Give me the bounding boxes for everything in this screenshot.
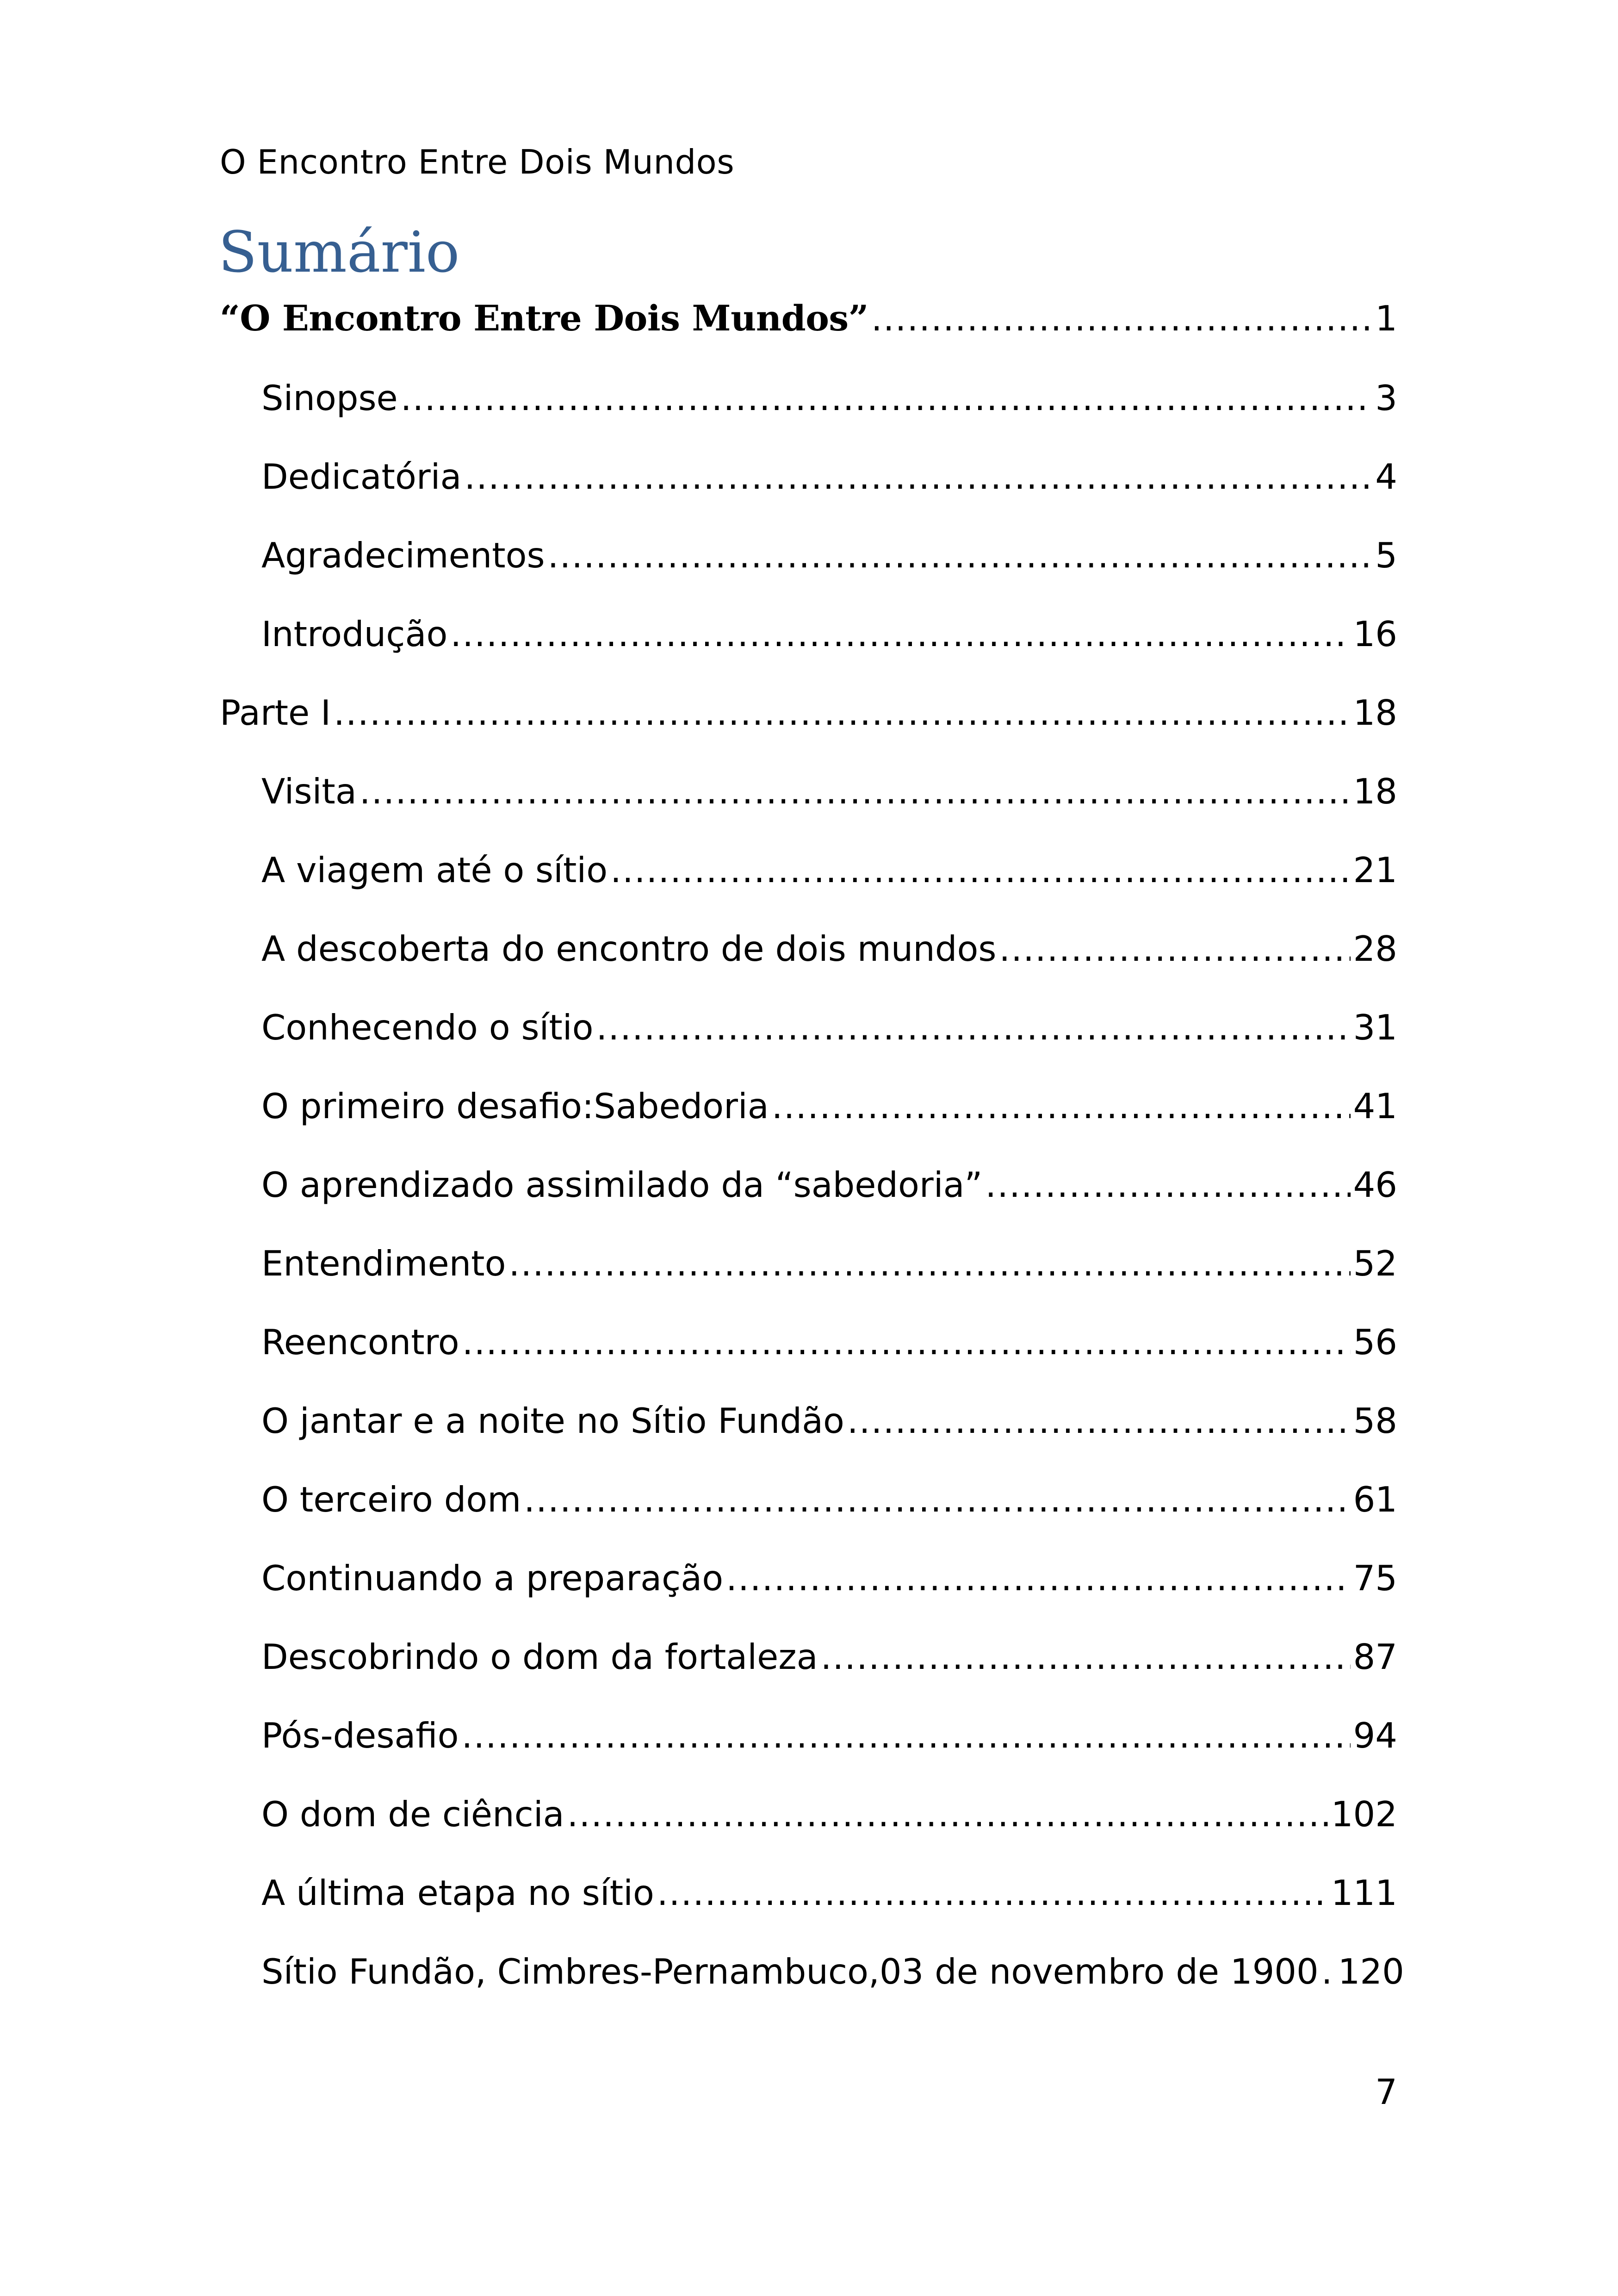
toc-entry-page: 52 [1353,1243,1397,1284]
toc-entry-viagem[interactable] [261,847,1397,893]
toc-entry-page: 16 [1353,614,1397,654]
page-number: 7 [1375,2072,1397,2112]
toc-dot-leader [871,295,1372,342]
toc-dot-leader [821,1634,1351,1680]
toc-dot-leader [1321,1948,1335,1995]
toc-dot-leader [462,1319,1351,1365]
toc-dot-leader [524,1476,1350,1523]
toc-entry-title: O aprendizado assimilado da “sabedoria” [261,1164,983,1205]
toc-dot-leader [847,1398,1351,1444]
toc-dot-leader [726,1555,1350,1601]
toc-entry-title: O jantar e a noite no Sítio Fundão [261,1400,844,1441]
toc-entry-title: Sinopse [261,378,398,418]
toc-entry-page: 87 [1353,1636,1397,1677]
toc-entry-sitio-fundao[interactable] [261,1948,1404,1995]
toc-dot-leader [596,1004,1350,1051]
toc-title: Sumário [218,219,460,285]
toc-entry-page: 102 [1331,1794,1397,1835]
toc-entry-fortaleza[interactable] [261,1634,1397,1680]
toc-entry-book-title[interactable] [220,295,1397,342]
toc-entry-pos-desafio[interactable] [261,1712,1397,1759]
toc-dot-leader [464,454,1372,500]
toc-dot-leader [567,1791,1328,1837]
toc-entry-title: Agradecimentos [261,535,545,576]
toc-dot-leader [334,690,1350,736]
toc-entry-title: Conhecendo o sítio [261,1007,594,1048]
toc-dot-leader [548,532,1373,579]
toc-entry-ultima-etapa[interactable] [261,1870,1397,1916]
toc-entry-page: 5 [1375,535,1397,576]
toc-entry-parte-i[interactable] [220,690,1397,736]
toc-entry-page: 21 [1353,850,1397,890]
toc-dot-leader [985,1162,1350,1208]
toc-entry-title: Reencontro [261,1322,459,1363]
toc-dot-leader [360,768,1351,815]
toc-entry-page: 111 [1331,1873,1397,1913]
running-header: O Encontro Entre Dois Mundos [220,143,735,181]
toc-entry-jantar[interactable] [261,1398,1397,1444]
toc-entry-page: 3 [1375,378,1397,418]
toc-entry-primeiro-desafio[interactable] [261,1083,1397,1129]
toc-entry-dom-ciencia[interactable] [261,1791,1397,1837]
toc-entry-introducao[interactable] [261,611,1397,657]
toc-entry-entendimento[interactable] [261,1240,1397,1287]
toc-entry-page: 58 [1353,1400,1397,1441]
toc-entry-reencontro[interactable] [261,1319,1397,1365]
toc-entry-page: 94 [1353,1715,1397,1756]
toc-dot-leader [450,611,1350,657]
toc-dot-leader [610,847,1350,893]
toc-entry-page: 18 [1353,771,1397,812]
toc-dot-leader [401,375,1373,421]
toc-entry-title: Dedicatória [261,456,462,497]
toc-entry-title: A descoberta do encontro de dois mundos [261,928,997,969]
toc-entry-title: Pós-desafio [261,1715,459,1756]
toc-entry-aprendizado[interactable] [261,1162,1397,1208]
toc-entry-title: Entendimento [261,1243,506,1284]
toc-entry-dedicatoria[interactable] [261,454,1397,500]
toc-entry-terceiro-dom[interactable] [261,1476,1397,1523]
toc-entry-title: O primeiro desafio:Sabedoria [261,1086,769,1126]
toc-entry-page: 75 [1353,1558,1397,1599]
toc-entry-title: O dom de ciência [261,1794,564,1835]
toc-dot-leader [999,926,1350,972]
toc-entry-title: “O Encontro Entre Dois Mundos” [220,298,868,339]
toc-entry-title: Descobrindo o dom da fortaleza [261,1636,818,1677]
toc-entry-title: Continuando a preparação [261,1558,724,1599]
toc-entry-page: 28 [1353,928,1397,969]
toc-entry-title: Introdução [261,614,448,654]
toc-entry-title: A viagem até o sítio [261,850,608,890]
toc-entry-descoberta[interactable] [261,926,1397,972]
toc-entry-page: 56 [1353,1322,1397,1363]
toc-entry-title: A última etapa no sítio [261,1873,654,1913]
toc-entry-conhecendo[interactable] [261,1004,1397,1051]
toc-entry-page: 120 [1338,1951,1404,1992]
toc-entry-page: 1 [1375,298,1397,339]
toc-entry-title: O terceiro dom [261,1479,521,1520]
toc-dot-leader [508,1240,1350,1287]
toc-entry-title: Sítio Fundão, Cimbres-Pernambuco,03 de novembro de 1900 [261,1951,1319,1992]
toc-entry-page: 46 [1353,1164,1397,1205]
toc-entry-page: 31 [1353,1007,1397,1048]
toc-entry-continuando[interactable] [261,1555,1397,1601]
toc-dot-leader [462,1712,1351,1759]
toc-entry-page: 41 [1353,1086,1397,1126]
toc-entry-title: Visita [261,771,357,812]
toc-entry-agradecimentos[interactable] [261,532,1397,579]
toc-entry-visita[interactable] [261,768,1397,815]
toc-dot-leader [657,1870,1328,1916]
toc-dot-leader [772,1083,1351,1129]
toc-entry-title: Parte I [220,692,331,733]
toc-entry-page: 4 [1375,456,1397,497]
toc-entry-sinopse[interactable] [261,375,1397,421]
toc-entry-page: 61 [1353,1479,1397,1520]
toc-entry-page: 18 [1353,692,1397,733]
